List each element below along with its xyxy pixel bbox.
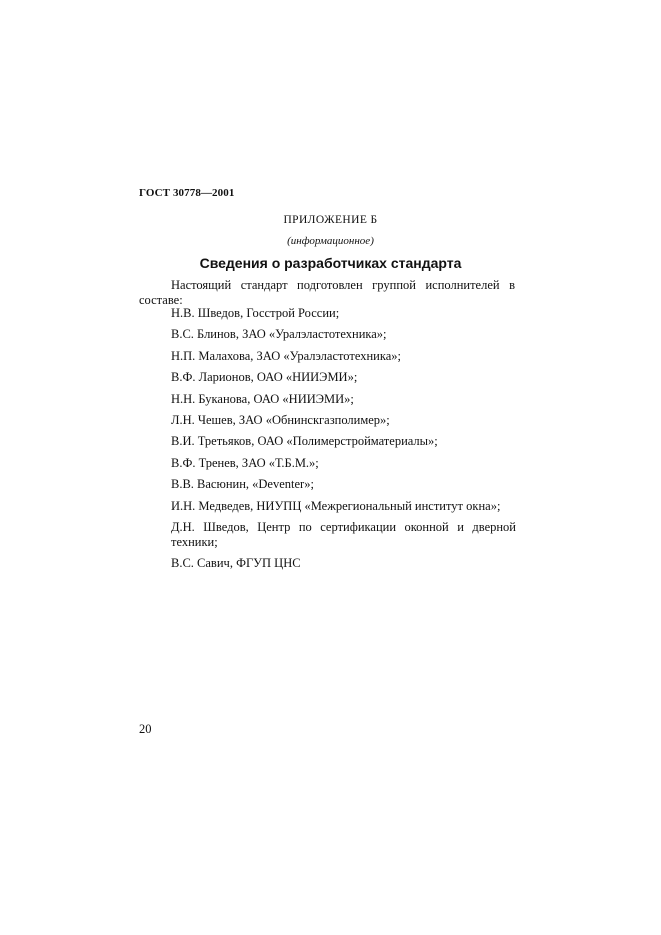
appendix-note: (информационное) (287, 235, 374, 247)
list-item: В.В. Васюнин, «Deventer»; (171, 477, 314, 492)
standard-code: ГОСТ 30778—2001 (139, 187, 235, 199)
list-item: В.С. Савич, ФГУП ЦНС (171, 556, 301, 571)
list-item: Н.П. Малахова, ЗАО «Уралэластотехника»; (171, 348, 401, 363)
list-item: В.Ф. Тренев, ЗАО «Т.Б.М.»; (171, 455, 319, 470)
list-item: В.Ф. Ларионов, ОАО «НИИЭМИ»; (171, 370, 358, 385)
developers-list (171, 306, 516, 578)
appendix-title: ПРИЛОЖЕНИЕ Б (283, 214, 378, 226)
list-item: В.И. Третьяков, ОАО «Полимерстройматериалы»; (171, 434, 438, 449)
list-item: Н.Н. Буканова, ОАО «НИИЭМИ»; (171, 391, 354, 406)
list-item: Д.Н. Шведов, Центр по сертификации оконной и дверной техники; (171, 519, 516, 549)
list-item: В.С. Блинов, ЗАО «Уралэластотехника»; (171, 327, 387, 342)
page-number: 20 (139, 722, 152, 736)
list-item: И.Н. Медведев, НИУПЦ «Межрегиональный институт окна»; (171, 498, 501, 513)
list-item: Л.Н. Чешев, ЗАО «Обнинскгазполимер»; (171, 412, 390, 427)
intro-paragraph: Настоящий стандарт подготовлен группой исполнителей в составе: (139, 278, 515, 307)
list-item: Н.В. Шведов, Госстрой России; (171, 306, 340, 320)
section-heading: Сведения о разработчиках стандарта (199, 255, 462, 271)
